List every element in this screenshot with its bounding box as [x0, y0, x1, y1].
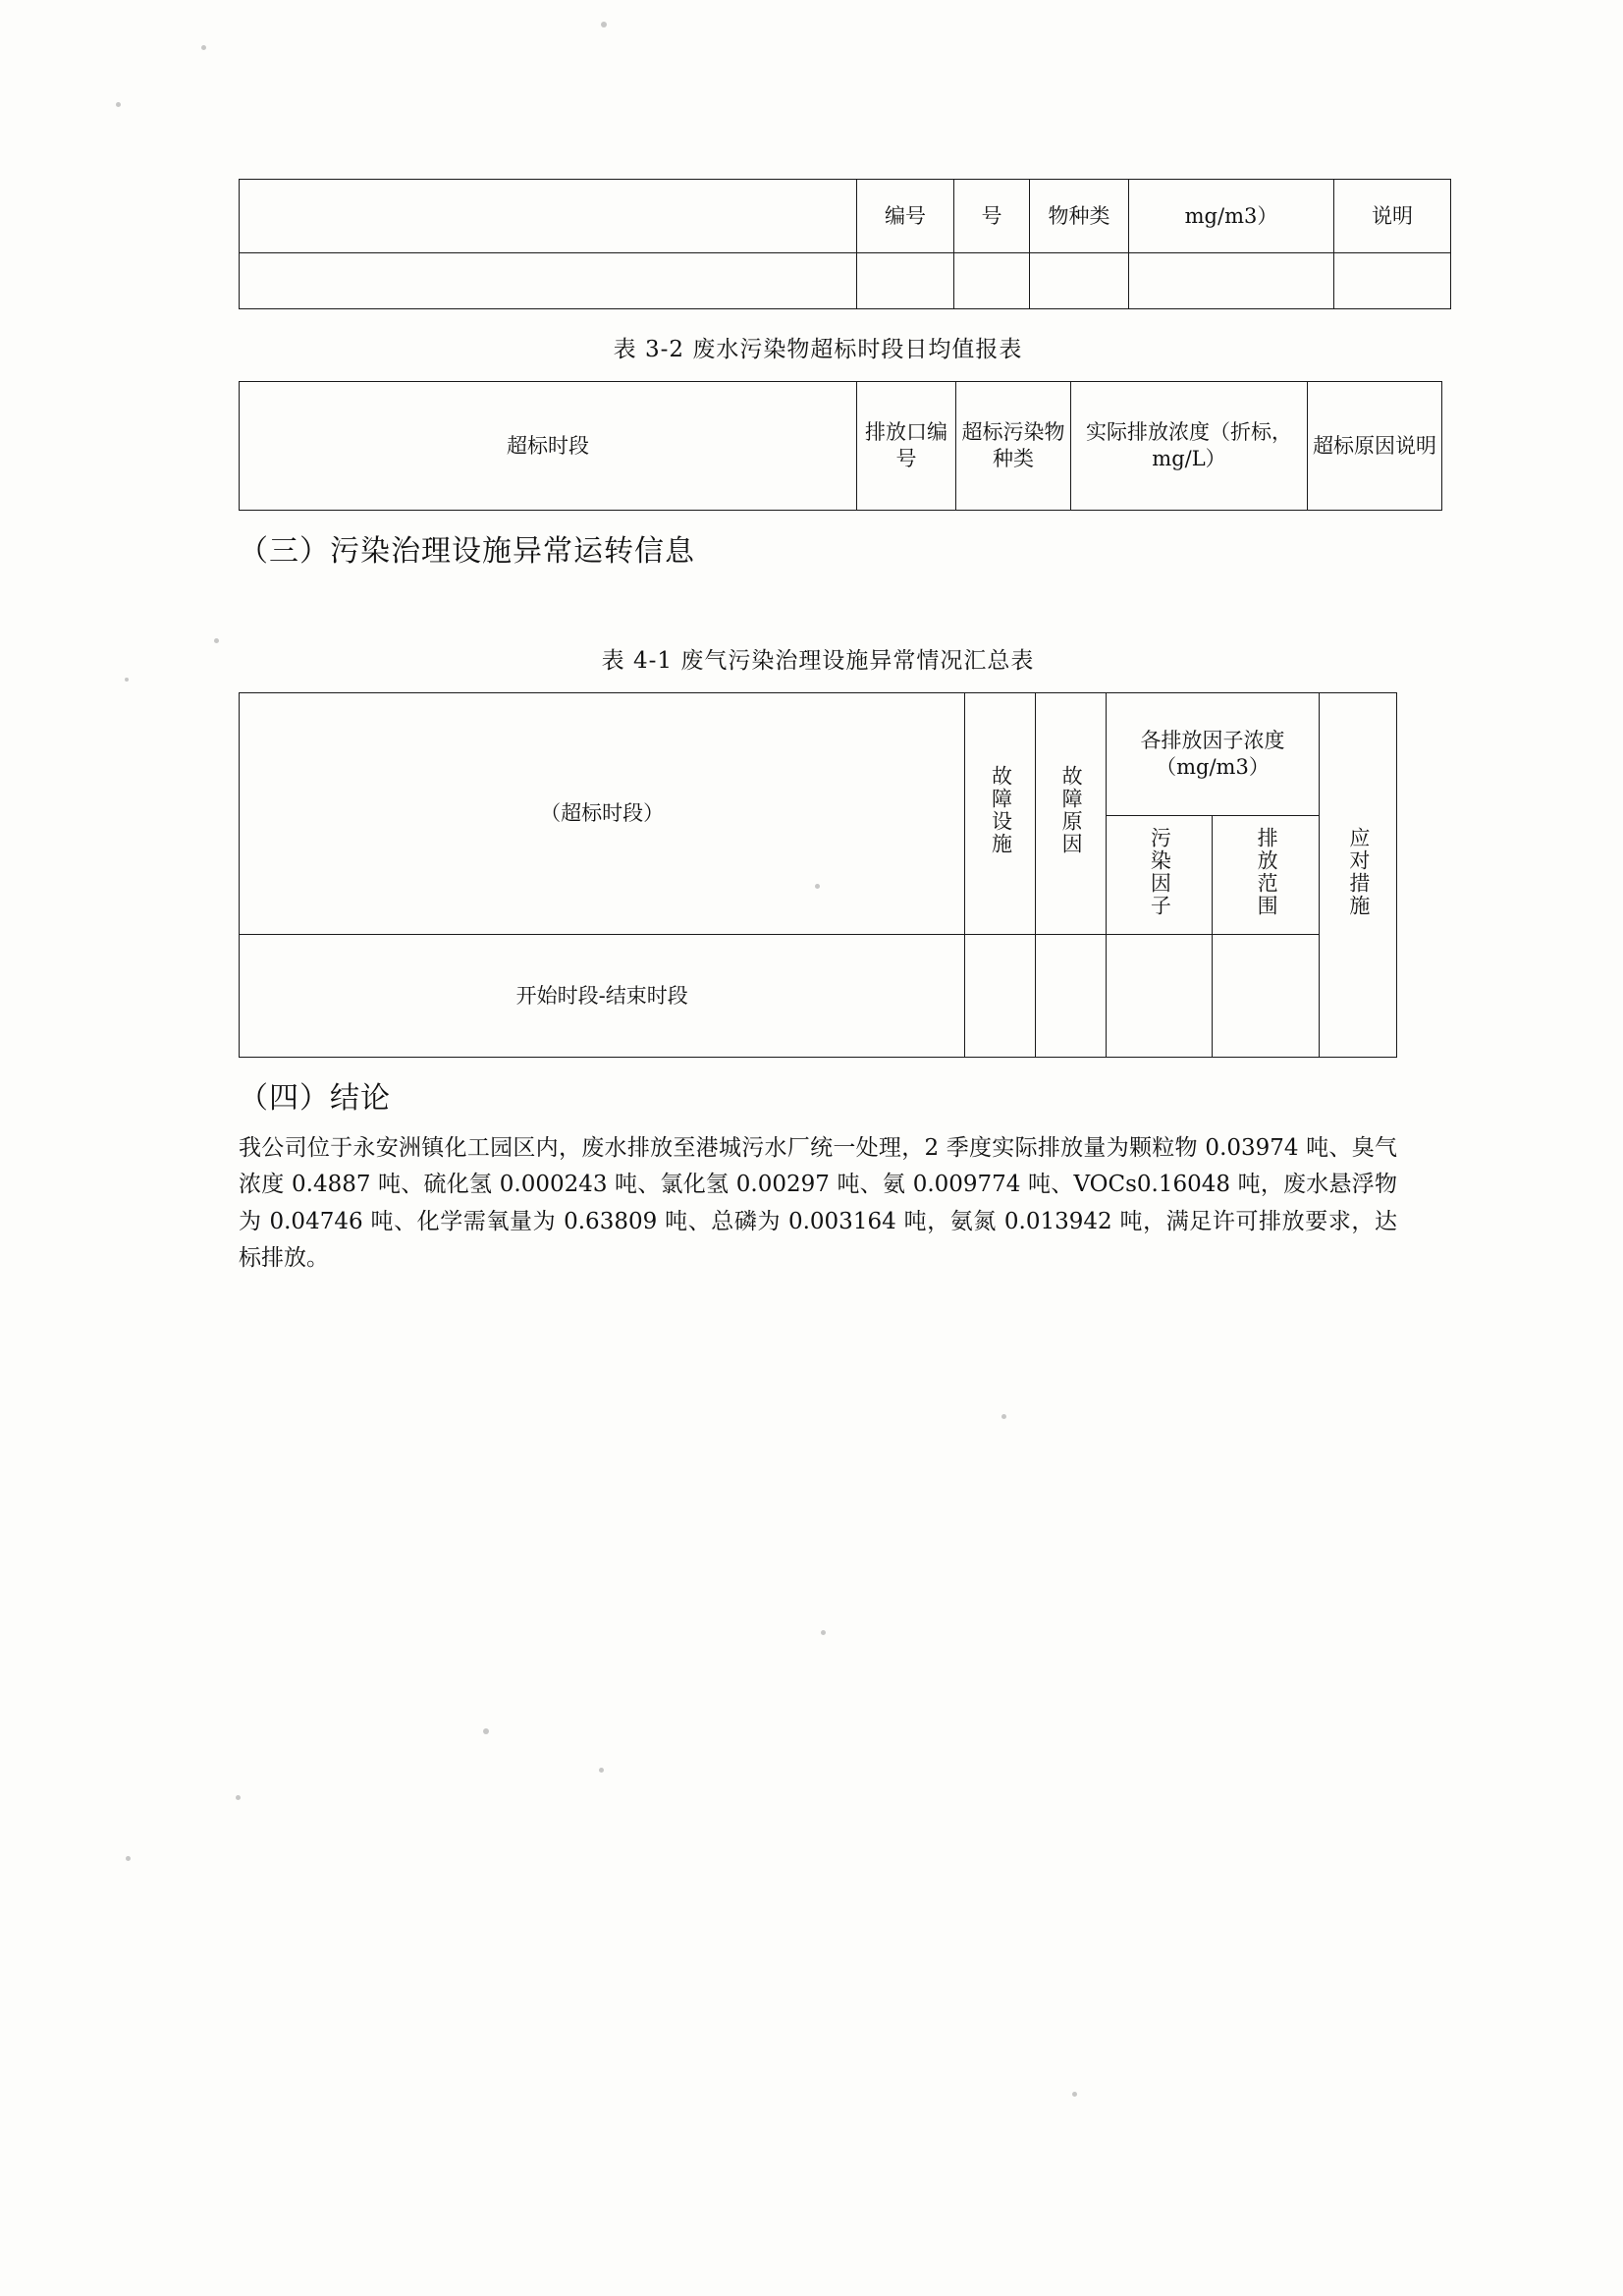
cell-header-no: 号	[954, 180, 1030, 253]
speck	[1001, 1414, 1006, 1419]
table-continuation-header	[239, 179, 1451, 309]
speck	[1072, 2092, 1077, 2097]
table-row	[240, 253, 1451, 309]
speck	[483, 1728, 489, 1734]
speck	[821, 1630, 826, 1635]
cell-empty	[1106, 935, 1213, 1058]
cell-blank	[240, 180, 857, 253]
table-4-1-caption: 表 4-1 废气污染治理设施异常情况汇总表	[601, 648, 1035, 674]
cell-header-emission-range	[1213, 816, 1320, 935]
speck	[599, 1768, 604, 1773]
cell-period-range: 开始时段-结束时段	[240, 935, 965, 1058]
cell-empty	[1030, 253, 1129, 309]
cell-header-reason: 超标原因说明	[1308, 382, 1442, 511]
vertical-text: 应对措施	[1346, 826, 1371, 917]
document-content	[239, 0, 1436, 1277]
cell-header-unit: mg/m3）	[1129, 180, 1334, 253]
cell-header-period: 超标时段	[240, 382, 857, 511]
vertical-text: 污染因子	[1148, 826, 1172, 917]
table-row	[240, 180, 1451, 253]
vertical-text: 排放范围	[1255, 826, 1279, 917]
cell-header-fault-reason	[1036, 693, 1107, 935]
vertical-text: 故障原因	[1059, 765, 1084, 856]
cell-header-exceed-period: （超标时段）	[240, 693, 965, 935]
cell-header-pollutant-type: 超标污染物种类	[956, 382, 1071, 511]
section-heading-three: （三）污染治理设施异常运转信息	[239, 534, 695, 569]
table-waste-gas-abnormal	[239, 692, 1397, 1058]
speck	[125, 678, 129, 682]
speck	[201, 45, 206, 50]
section-heading-four: （四）结论	[239, 1081, 391, 1116]
cell-header-fault-facility	[965, 693, 1036, 935]
vertical-text: 故障设施	[989, 765, 1013, 856]
table-wastewater-exceed	[239, 381, 1442, 511]
speck	[126, 1856, 131, 1861]
cell-header-actual-conc: 实际排放浓度（折标，mg/L）	[1071, 382, 1308, 511]
cell-empty	[1213, 935, 1320, 1058]
cell-empty	[954, 253, 1030, 309]
table-row	[240, 935, 1397, 1058]
speck	[116, 102, 121, 107]
cell-empty	[240, 253, 857, 309]
table-row	[240, 382, 1442, 511]
cell-empty	[965, 935, 1036, 1058]
cell-header-pollutant-factor	[1106, 816, 1213, 935]
conclusion-paragraph: 我公司位于永安洲镇化工园区内，废水排放至港城污水厂统一处理，2 季度实际排放量为颗粒物 0.03974 吨、臭气浓度 0.4887 吨、硫化氢 0.000243 吨、氯化氢 0.00297 吨、氨 0.009774 吨、VOCs0.16048 吨，废水悬浮物为 0.04746 吨、化学需氧量为 0.63809 吨、总磷为 0.003164 吨，氨氮 0.013942 吨，满足许可排放要求，达标排放。	[239, 1135, 1397, 1271]
table-row	[240, 693, 1397, 816]
cell-empty	[1129, 253, 1334, 309]
cell-header-note: 说明	[1334, 180, 1451, 253]
cell-header-measure	[1320, 693, 1397, 1058]
cell-header-species: 物种类	[1030, 180, 1129, 253]
cell-empty	[857, 253, 954, 309]
cell-empty	[1036, 935, 1107, 1058]
table-3-2-caption: 表 3-2 废水污染物超标时段日均值报表	[613, 337, 1023, 362]
speck	[214, 638, 219, 643]
speck	[236, 1795, 241, 1800]
cell-header-code: 编号	[857, 180, 954, 253]
cell-empty	[1334, 253, 1451, 309]
cell-header-factor-group: 各排放因子浓度（mg/m3）	[1106, 693, 1319, 816]
cell-header-outlet-code: 排放口编号	[857, 382, 956, 511]
